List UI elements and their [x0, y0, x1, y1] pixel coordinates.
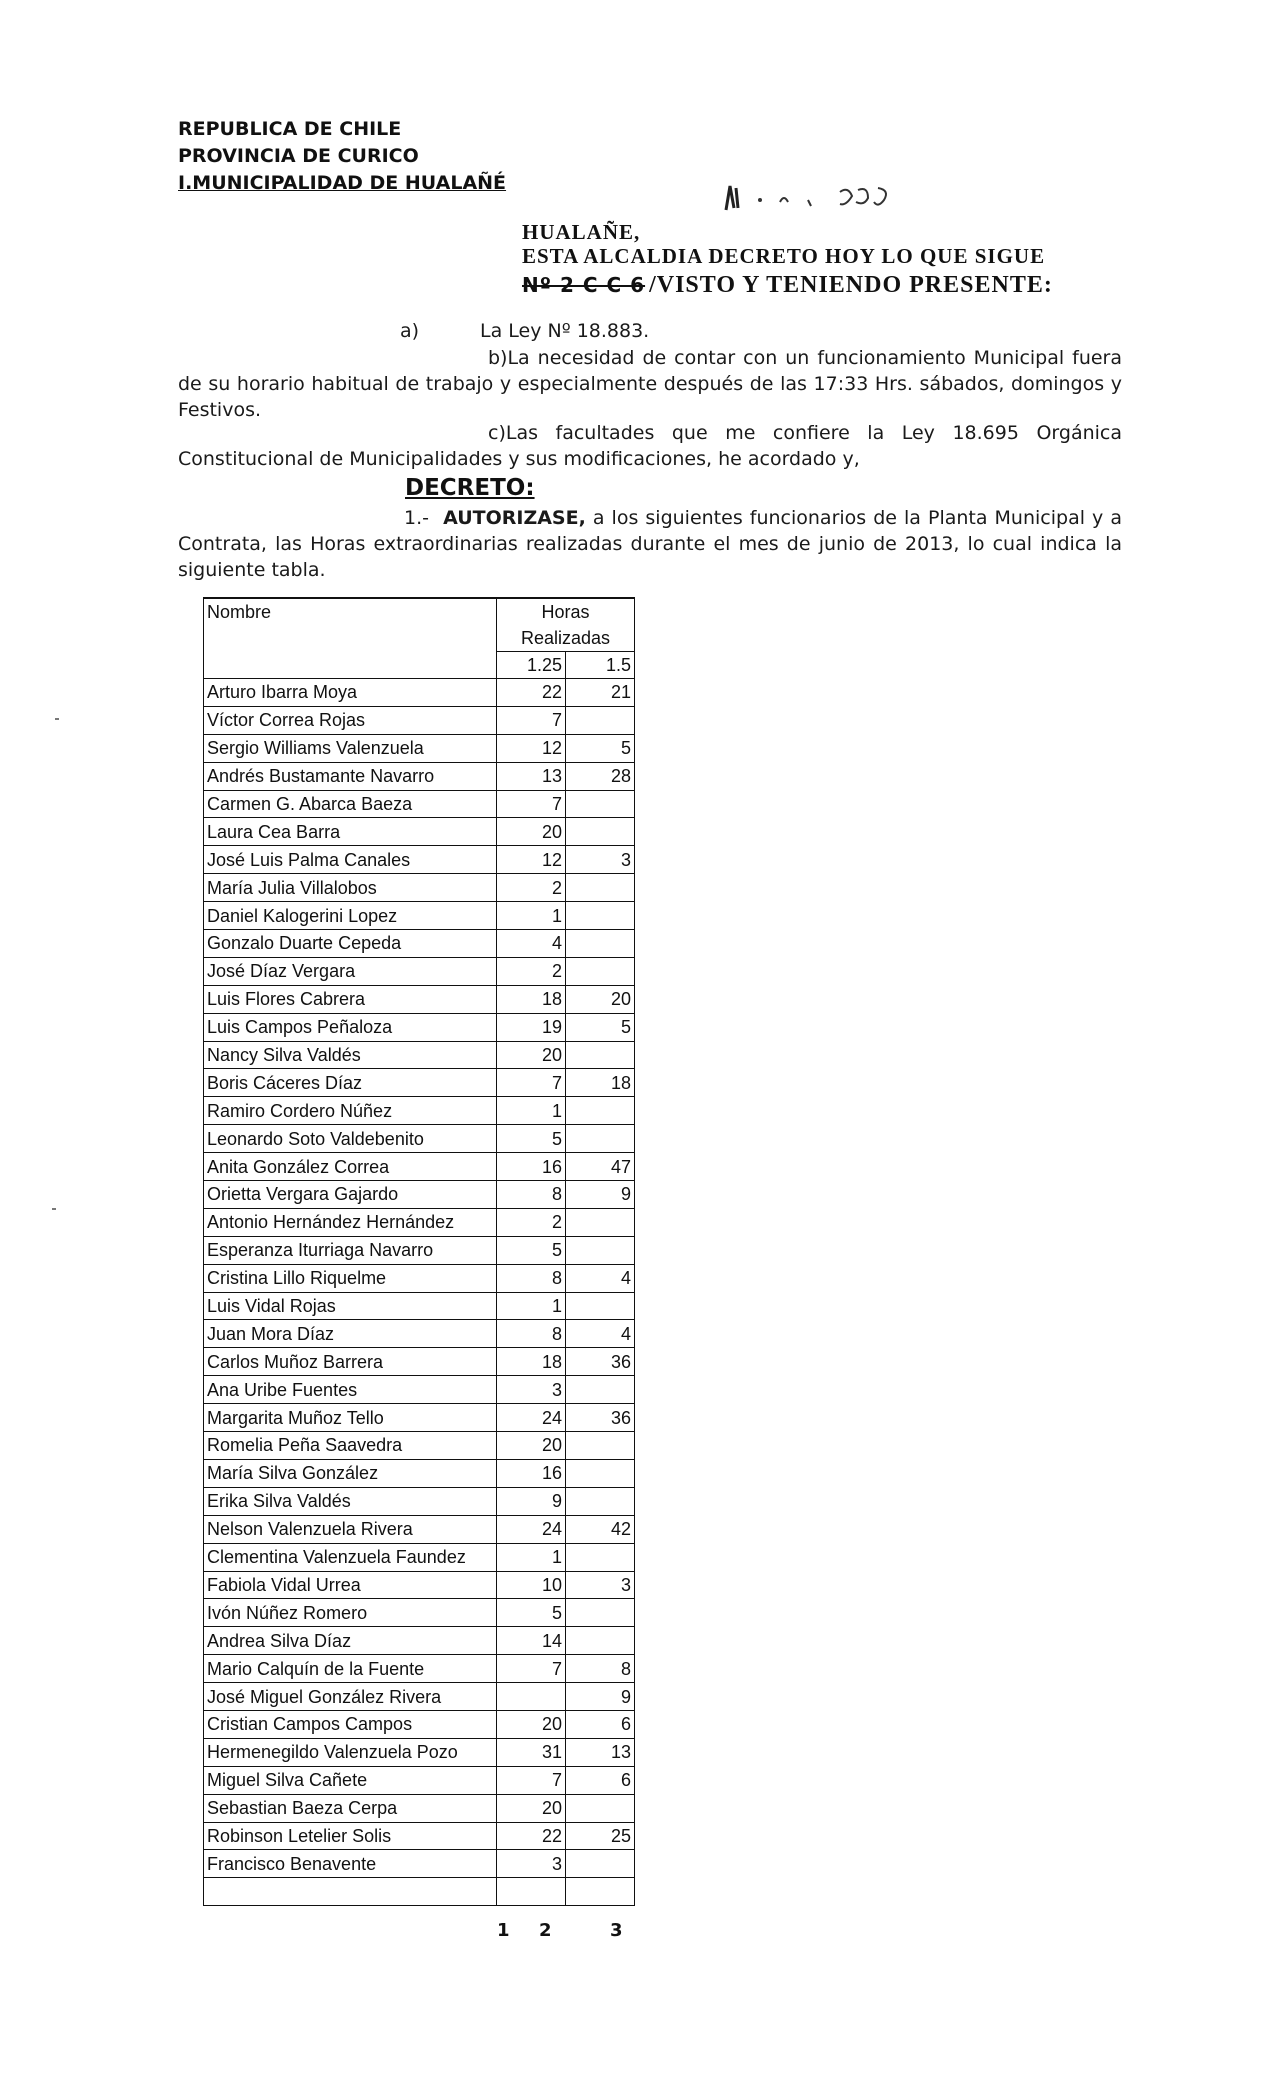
table-cell-name: Luis Campos Peñaloza [204, 1013, 497, 1041]
table-cell-125: 1 [497, 1543, 566, 1571]
decreto-heading: DECRETO: [405, 475, 535, 501]
table-cell-name: Gonzalo Duarte Cepeda [204, 930, 497, 958]
table-row [204, 1125, 635, 1153]
table-cell-15 [566, 1627, 635, 1655]
table-cell-15 [566, 1599, 635, 1627]
table-row [204, 1236, 635, 1264]
table-row [204, 1013, 635, 1041]
table-cell-125 [497, 1878, 566, 1906]
table-cell-15: 21 [566, 679, 635, 707]
table-cell-name: María Silva González [204, 1459, 497, 1487]
table-cell-15: 9 [566, 1683, 635, 1711]
table-row [204, 1794, 635, 1822]
table-cell-15: 3 [566, 1571, 635, 1599]
overtime-table [203, 597, 635, 1906]
table-cell-name: Mario Calquín de la Fuente [204, 1655, 497, 1683]
considerando-a-text: La Ley Nº 18.883. [480, 320, 650, 342]
table-cell-name: Boris Cáceres Díaz [204, 1069, 497, 1097]
letterhead-country: REPUBLICA DE CHILE [178, 118, 402, 140]
table-row [204, 957, 635, 985]
table-cell-15 [566, 1487, 635, 1515]
table-cell-name: María Julia Villalobos [204, 874, 497, 902]
table-cell-name: Andrea Silva Díaz [204, 1627, 497, 1655]
table-cell-15 [566, 1097, 635, 1125]
table-cell-125: 8 [497, 1320, 566, 1348]
table-header-row [204, 598, 635, 652]
table-cell-125: 1 [497, 1292, 566, 1320]
table-cell-15: 3 [566, 846, 635, 874]
table-cell-125: 24 [497, 1515, 566, 1543]
table-row [204, 1738, 635, 1766]
table-row [204, 1627, 635, 1655]
alcaldia-heading: ESTA ALCALDIA DECRETO HOY LO QUE SIGUE [522, 244, 1046, 268]
table-row [204, 902, 635, 930]
table-row [204, 1599, 635, 1627]
table-cell-name: José Díaz Vergara [204, 957, 497, 985]
table-cell-name: Andrés Bustamante Navarro [204, 762, 497, 790]
table-row [204, 846, 635, 874]
table-cell-15: 36 [566, 1404, 635, 1432]
table-cell-name: Luis Vidal Rojas [204, 1292, 497, 1320]
table-cell-15: 6 [566, 1710, 635, 1738]
table-cell-name: Ana Uribe Fuentes [204, 1376, 497, 1404]
considerando-a-label: a) [400, 320, 420, 342]
considerando-a [178, 318, 1122, 344]
table-cell-125: 1 [497, 1097, 566, 1125]
header-horas-line2: Realizadas [520, 628, 611, 648]
table-cell-name: Hermenegildo Valenzuela Pozo [204, 1738, 497, 1766]
table-cell-name: Fabiola Vidal Urrea [204, 1571, 497, 1599]
table-cell-15 [566, 1041, 635, 1069]
table-cell-125: 9 [497, 1487, 566, 1515]
table-cell-15 [566, 902, 635, 930]
table-row [204, 706, 635, 734]
table-row [204, 874, 635, 902]
footer-number-2: 2 [539, 1920, 552, 1941]
table-cell-name: Erika Silva Valdés [204, 1487, 497, 1515]
table-cell-name: Carmen G. Abarca Baeza [204, 790, 497, 818]
letterhead-municipality: I.MUNICIPALIDAD DE HUALAÑÉ [178, 172, 507, 194]
table-cell-125: 7 [497, 1655, 566, 1683]
table-cell-125: 5 [497, 1125, 566, 1153]
table-row [204, 1208, 635, 1236]
table-cell-name: Víctor Correa Rojas [204, 706, 497, 734]
decreto-p1-verb: AUTORIZASE, [443, 507, 586, 529]
table-row [204, 1097, 635, 1125]
table-cell-name: Ramiro Cordero Núñez [204, 1097, 497, 1125]
table-cell-15 [566, 1432, 635, 1460]
table-cell-name: Esperanza Iturriaga Navarro [204, 1236, 497, 1264]
table-cell-125: 8 [497, 1264, 566, 1292]
table-cell-15: 36 [566, 1348, 635, 1376]
table-cell-125: 1 [497, 902, 566, 930]
table-row [204, 1348, 635, 1376]
scan-speck [55, 718, 59, 720]
table-row [204, 1766, 635, 1794]
table-cell-name: Orietta Vergara Gajardo [204, 1181, 497, 1209]
table-cell-name: Romelia Peña Saavedra [204, 1432, 497, 1460]
table-cell-15: 18 [566, 1069, 635, 1097]
table-cell-125: 3 [497, 1376, 566, 1404]
table-cell-125: 5 [497, 1236, 566, 1264]
table-cell-125: 20 [497, 1794, 566, 1822]
visto-heading: /VISTO Y TENIENDO PRESENTE: [649, 272, 1053, 298]
table-row [204, 1487, 635, 1515]
table-cell-15: 9 [566, 1181, 635, 1209]
table-cell-name: Miguel Silva Cañete [204, 1766, 497, 1794]
table-cell-125: 8 [497, 1181, 566, 1209]
table-cell-15 [566, 930, 635, 958]
table-cell-name: Francisco Benavente [204, 1850, 497, 1878]
table-row [204, 1041, 635, 1069]
table-cell-125: 3 [497, 1850, 566, 1878]
table-cell-15 [566, 874, 635, 902]
table-cell-15 [566, 1459, 635, 1487]
table-row [204, 1404, 635, 1432]
table-row [204, 1432, 635, 1460]
table-cell-15 [566, 1878, 635, 1906]
table-row [204, 790, 635, 818]
table-row [204, 1459, 635, 1487]
table-cell-15 [566, 1543, 635, 1571]
table-row [204, 1376, 635, 1404]
table-row [204, 1655, 635, 1683]
table-cell-125: 20 [497, 1432, 566, 1460]
table-cell-125: 7 [497, 1069, 566, 1097]
table-row [204, 679, 635, 707]
table-cell-name [204, 1878, 497, 1906]
table-row [204, 1543, 635, 1571]
letterhead-province: PROVINCIA DE CURICO [178, 145, 419, 167]
table-cell-125: 31 [497, 1738, 566, 1766]
table-cell-15 [566, 1236, 635, 1264]
table-cell-name: José Miguel González Rivera [204, 1683, 497, 1711]
table-row [204, 1710, 635, 1738]
footer-number-3: 3 [610, 1920, 623, 1941]
table-cell-name: Margarita Muñoz Tello [204, 1404, 497, 1432]
table-row [204, 1181, 635, 1209]
table-cell-125: 10 [497, 1571, 566, 1599]
header-15: 1.5 [566, 652, 635, 679]
table-cell-name: Anita González Correa [204, 1153, 497, 1181]
table-cell-15 [566, 1208, 635, 1236]
table-cell-name: Leonardo Soto Valdebenito [204, 1125, 497, 1153]
decree-number: Nº 2 C C 6 [522, 273, 646, 297]
table-cell-15 [566, 706, 635, 734]
table-cell-15 [566, 1292, 635, 1320]
table-row [204, 1683, 635, 1711]
table-row [204, 1571, 635, 1599]
place-heading: HUALAÑE, [522, 220, 641, 244]
table-cell-15 [566, 1376, 635, 1404]
table-row [204, 1264, 635, 1292]
header-horas-line1: Horas [541, 602, 590, 622]
table-cell-15: 8 [566, 1655, 635, 1683]
scan-speck [52, 1208, 56, 1210]
table-cell-125: 2 [497, 1208, 566, 1236]
decreto-p1-number: 1.- [404, 507, 429, 529]
table-cell-15 [566, 790, 635, 818]
decree-number-line [522, 272, 1053, 299]
header-horas [497, 598, 635, 652]
table-cell-125: 19 [497, 1013, 566, 1041]
table-cell-name: Daniel Kalogerini Lopez [204, 902, 497, 930]
table-cell-15: 28 [566, 762, 635, 790]
table-cell-125: 2 [497, 874, 566, 902]
table-cell-125: 22 [497, 1822, 566, 1850]
table-cell-15 [566, 1794, 635, 1822]
table-cell-name: Laura Cea Barra [204, 818, 497, 846]
table-cell-125: 20 [497, 1710, 566, 1738]
decreto-p1-text: a los siguientes funcionarios de la Planta Municipal y a Contrata, las Horas extraordinarias realizadas durante el mes de junio de 2013, lo cual indica la siguiente tabla. [178, 507, 1122, 581]
footer-number-1: 1 [497, 1920, 510, 1941]
table-cell-125: 12 [497, 846, 566, 874]
table-cell-name: Robinson Letelier Solis [204, 1822, 497, 1850]
table-cell-125: 7 [497, 790, 566, 818]
table-cell-15 [566, 957, 635, 985]
table-cell-name: Cristina Lillo Riquelme [204, 1264, 497, 1292]
table-cell-125 [497, 1683, 566, 1711]
table-row [204, 1822, 635, 1850]
table-cell-125: 22 [497, 679, 566, 707]
table-cell-name: Ivón Núñez Romero [204, 1599, 497, 1627]
table-cell-name: José Luis Palma Canales [204, 846, 497, 874]
table-cell-15: 5 [566, 734, 635, 762]
table-cell-name: Luis Flores Cabrera [204, 985, 497, 1013]
table-cell-15: 5 [566, 1013, 635, 1041]
table-cell-125: 2 [497, 957, 566, 985]
header-125: 1.25 [497, 652, 566, 679]
table-cell-125: 18 [497, 985, 566, 1013]
table-row [204, 1850, 635, 1878]
table-cell-125: 7 [497, 1766, 566, 1794]
table-cell-125: 14 [497, 1627, 566, 1655]
letterhead [178, 116, 506, 197]
table-row [204, 1069, 635, 1097]
stamp-scribble-icon [722, 178, 912, 218]
table-row [204, 818, 635, 846]
table-cell-name: Juan Mora Díaz [204, 1320, 497, 1348]
table-cell-125: 18 [497, 1348, 566, 1376]
table-cell-name: Cristian Campos Campos [204, 1710, 497, 1738]
table-cell-125: 20 [497, 1041, 566, 1069]
table-cell-125: 16 [497, 1459, 566, 1487]
table-cell-name: Nelson Valenzuela Rivera [204, 1515, 497, 1543]
table-cell-15: 6 [566, 1766, 635, 1794]
table-row [204, 985, 635, 1013]
table-cell-15 [566, 1125, 635, 1153]
table-cell-name: Clementina Valenzuela Faundez [204, 1543, 497, 1571]
table-row [204, 930, 635, 958]
table-cell-125: 4 [497, 930, 566, 958]
table-cell-125: 7 [497, 706, 566, 734]
header-nombre: Nombre [204, 598, 497, 679]
table-cell-125: 5 [497, 1599, 566, 1627]
table-cell-name: Arturo Ibarra Moya [204, 679, 497, 707]
table-cell-125: 24 [497, 1404, 566, 1432]
table-cell-15 [566, 818, 635, 846]
table-cell-15: 42 [566, 1515, 635, 1543]
table-cell-15: 47 [566, 1153, 635, 1181]
table-cell-name: Carlos Muñoz Barrera [204, 1348, 497, 1376]
handwritten-stamp [722, 178, 912, 226]
table-row [204, 1515, 635, 1543]
table-cell-15: 25 [566, 1822, 635, 1850]
table-cell-125: 12 [497, 734, 566, 762]
table-cell-name: Nancy Silva Valdés [204, 1041, 497, 1069]
table-row [204, 1292, 635, 1320]
table-cell-name: Antonio Hernández Hernández [204, 1208, 497, 1236]
table-cell-125: 16 [497, 1153, 566, 1181]
table-row [204, 1320, 635, 1348]
table-row [204, 734, 635, 762]
table-cell-15: 4 [566, 1264, 635, 1292]
considerando-c: c)Las facultades que me confiere la Ley 18.695 Orgánica Constitucional de Municipalidades y sus modificaciones, he acordado y, [178, 422, 1122, 470]
table-cell-15 [566, 1850, 635, 1878]
table-cell-15: 20 [566, 985, 635, 1013]
considerando-b: b)La necesidad de contar con un funcionamiento Municipal fuera de su horario habitual de trabajo y especialmente después de las 17:33 Hrs. sábados, domingos y Festivos. [178, 347, 1122, 421]
table-cell-15: 4 [566, 1320, 635, 1348]
table-cell-15: 13 [566, 1738, 635, 1766]
table-row [204, 1878, 635, 1906]
table-cell-125: 13 [497, 762, 566, 790]
table-row [204, 1153, 635, 1181]
table-cell-125: 20 [497, 818, 566, 846]
decreto-paragraph-1 [178, 505, 1122, 583]
table-cell-name: Sergio Williams Valenzuela [204, 734, 497, 762]
table-cell-name: Sebastian Baeza Cerpa [204, 1794, 497, 1822]
table-row [204, 762, 635, 790]
